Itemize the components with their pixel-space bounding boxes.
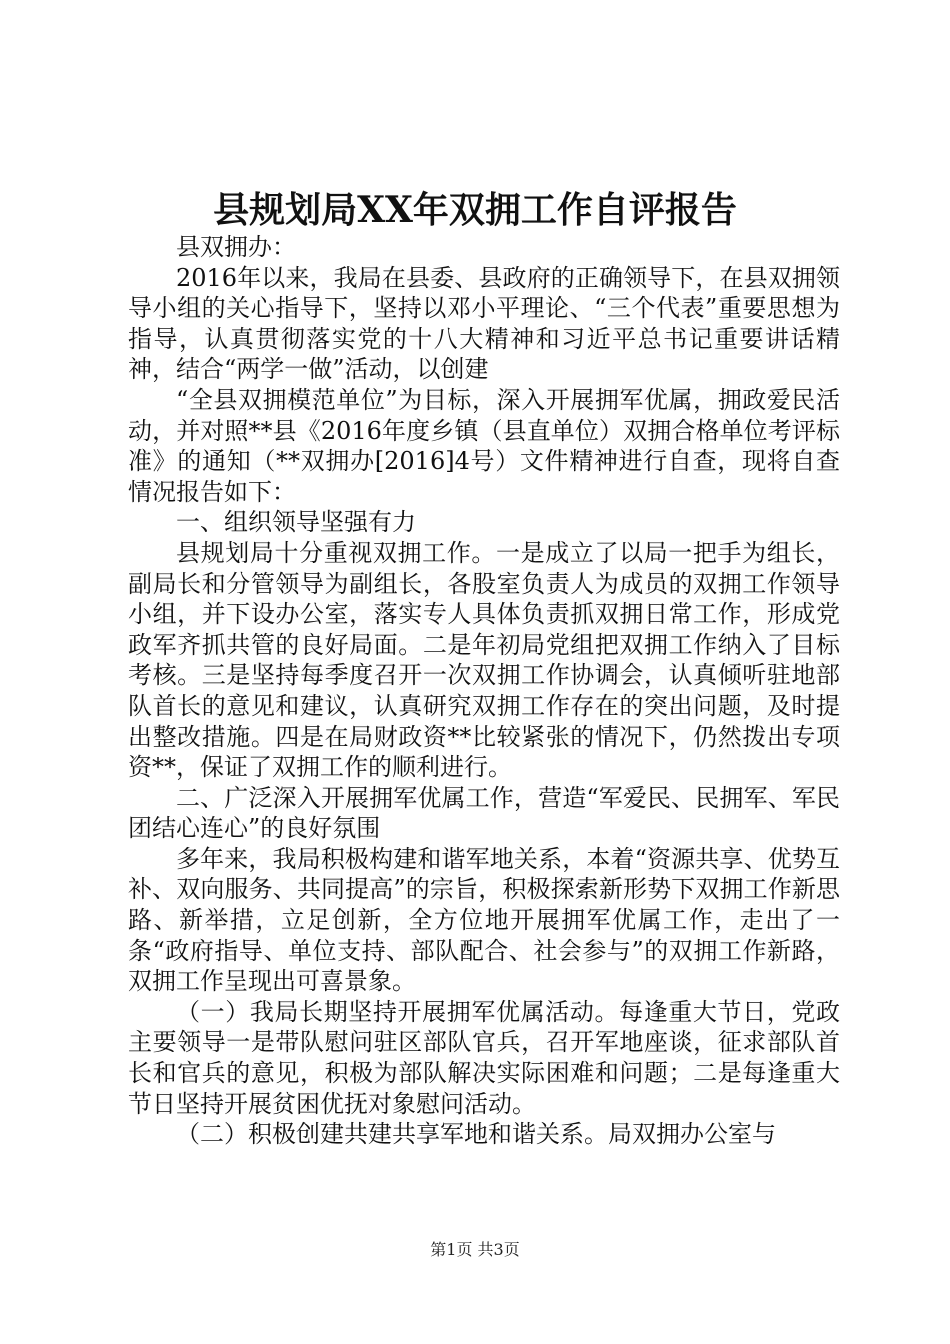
section-2-item-2: （二）积极创建共建共享军地和谐关系。局双拥办公室与 [176,1120,776,1149]
section-2-paragraph: 多年来，我局积极构建和谐军地关系，本着“资源共享、优势互补、双向服务、共同提高”的宗旨，积极探索新形势下双拥工作新思路、新举措，立足创新，全方位地开展拥军优属工作，走出了一条“政府指导、单位支持、部队配合、社会参与”的双拥工作新路，双拥工作呈现出可喜景象。 [128,844,840,996]
intro-paragraph: 2016年以来，我局在县委、县政府的正确领导下，在县双拥领导小组的关心指导下，坚持以邓小平理论、“三个代表”重要思想为指导，认真贯彻落实党的十八大精神和习近平总书记重要讲话精神，结合“两学一做”活动，以创建 [128,263,840,384]
section-heading-2: 二、广泛深入开展拥军优属工作，营造“军爱民、民拥军、军民团结心连心”的良好氛围 [128,783,840,843]
section-1-paragraph: 县规划局十分重视双拥工作。一是成立了以局一把手为组长，副局长和分管领导为副组长，各股室负责人为成员的双拥工作领导小组，并下设办公室，落实专人具体负责抓双拥日常工作，形成党政军齐抓共管的良好局面。二是年初局党组把双拥工作纳入了目标考核。三是坚持每季度召开一次双拥工作协调会，认真倾听驻地部队首长的意见和建议，认真研究双拥工作存在的突出问题，及时提出整改措施。四是在局财政资**比较紧张的情况下，仍然拨出专项资**，保证了双拥工作的顺利进行。 [128,538,840,782]
document-body [128,232,840,1150]
document-title: 县规划局XX年双拥工作自评报告 [213,189,737,231]
page-number-footer: 第1页 共3页 [430,1240,520,1259]
section-heading-1: 一、组织领导坚强有力 [176,508,416,537]
section-2-item-1: （一）我局长期坚持开展拥军优属活动。每逢重大节日，党政主要领导一是带队慰问驻区部队官兵，召开军地座谈，征求部队首长和官兵的意见，积极为部队解决实际困难和问题；二是每逢重大节日坚持开展贫困优抚对象慰问活动。 [128,997,840,1118]
salutation: 县双拥办： [176,233,296,261]
intro-paragraph-continued: “全县双拥模范单位”为目标，深入开展拥军优属，拥政爱民活动，并对照**县《2016年度乡镇（县直单位）双拥合格单位考评标准》的通知（**双拥办[2016]4号）文件精神进行自查，现将自查情况报告如下： [128,385,840,506]
